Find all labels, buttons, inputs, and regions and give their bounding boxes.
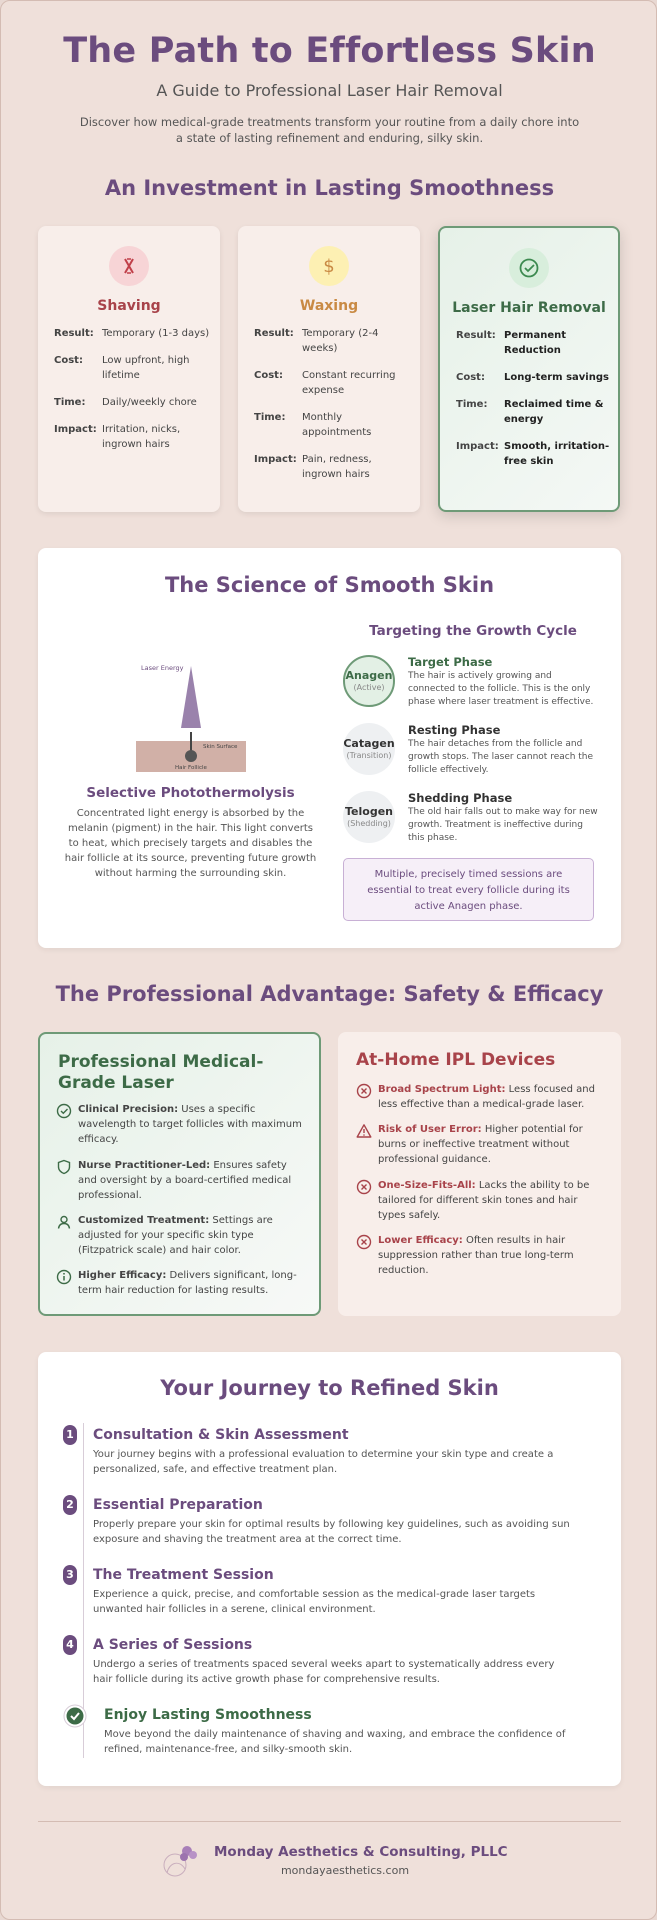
company-website[interactable]: mondayaesthetics.com <box>280 1864 410 1877</box>
user-icon <box>56 1214 72 1230</box>
card-row: Result: Permanent Reduction <box>456 330 567 356</box>
footer-divider <box>38 1821 621 1822</box>
step-desc: Move beyond the daily maintenance of shaving and waxing, and embrace the confidence of refined, maintenance-free, and silky-smooth skin. <box>104 1729 566 1755</box>
warning-icon <box>356 1123 372 1139</box>
card-row: Time: Monthly appointments <box>254 412 372 438</box>
brand-logo <box>157 1839 203 1885</box>
phase-title: Target Phase <box>408 655 493 669</box>
step-title: Enjoy Lasting Smoothness <box>104 1707 312 1723</box>
phase-circle: Anagen (Active) <box>343 655 395 707</box>
intro-text: Discover how medical-grade treatments transform your routine from a daily chore into a state of lasting refinement and enduring, silky skin. <box>79 115 580 145</box>
laser-diagram <box>131 656 251 776</box>
step-desc: Undergo a series of treatments spaced several weeks apart to systematically address every hair follicle during its active growth phase for comprehensive results. <box>93 1659 555 1685</box>
x-circle-icon <box>356 1083 372 1099</box>
step-number: 3 <box>63 1565 77 1585</box>
journey-title: Your Journey to Refined Skin <box>160 1376 499 1400</box>
card-row: Cost: Long-term savings <box>456 372 609 383</box>
dollar-icon <box>309 246 349 286</box>
card-row: Time: Reclaimed time & energy <box>456 399 604 425</box>
pro-item: Nurse Practitioner-Led: Ensures safety and oversight by a board-certified medical professional. <box>56 1158 306 1203</box>
hair-follicle <box>185 750 197 762</box>
home-item: Lower Efficacy: Often results in hair suppression rather than true long-term reduction. <box>356 1233 606 1278</box>
step-desc: Properly prepare your skin for optimal results by following key guidelines, such as avoiding sun exposure and shaving the treatment area at the correct time. <box>93 1519 570 1545</box>
page-subtitle: A Guide to Professional Laser Hair Removal <box>156 81 503 100</box>
laser-energy-label: Laser Energy <box>141 664 184 672</box>
cycle-note: Multiple, precisely timed sessions are essential to treat every follicle during its active Anagen phase. <box>343 858 594 921</box>
photothermolysis-text: Concentrated light energy is absorbed by the melanin (pigment) in the hair. This light converts to heat, which precisely targets and disables the hair follicle at its source, preventing future growth without harming the surrounding skin. <box>64 808 317 879</box>
step-desc: Experience a quick, precise, and comfortable session as the medical-grade laser targets unwanted hair follicles in a serene, clinical environment. <box>93 1589 536 1615</box>
card-row: Impact: Irritation, nicks, ingrown hairs <box>54 424 181 450</box>
shaving-card <box>38 226 220 512</box>
growth-cycle-title: Targeting the Growth Cycle <box>369 623 577 639</box>
pro-card-title: Professional Medical-Grade Laser <box>58 1052 264 1093</box>
card-row: Impact: Smooth, irritation-free skin <box>456 441 610 467</box>
phase-desc: The hair is actively growing and connected to the follicle. This is the only phase where laser treatment is effective. <box>408 671 594 707</box>
photothermolysis-title: Selective Photothermolysis <box>86 785 295 801</box>
step-number: 1 <box>63 1425 77 1445</box>
svg-text:$: $ <box>323 256 335 277</box>
advantage-title: The Professional Advantage: Safety & Efficacy <box>55 982 604 1006</box>
investment-title: An Investment in Lasting Smoothness <box>104 176 555 200</box>
check-circle-icon <box>509 248 549 288</box>
phase-anagen <box>343 655 603 715</box>
header <box>1 31 657 146</box>
phase-circle: Catagen (Transition) <box>343 723 395 775</box>
phase-title: Resting Phase <box>408 723 501 737</box>
hair-follicle-label: Hair Follicle <box>175 765 207 771</box>
laser-card <box>438 226 620 512</box>
company-name: Monday Aesthetics & Consulting, PLLC <box>214 1844 508 1860</box>
step-number: 4 <box>63 1635 77 1655</box>
phase-telogen <box>343 791 603 851</box>
check-circle-icon <box>63 1704 87 1728</box>
card-row: Result: Temporary (2-4 weeks) <box>254 328 379 354</box>
pro-item: Higher Efficacy: Delivers significant, long-term hair reduction for lasting results. <box>56 1268 306 1298</box>
home-card-title: At-Home IPL Devices <box>356 1050 556 1070</box>
razor-icon <box>109 246 149 286</box>
card-row: Cost: Low upfront, high lifetime <box>54 355 190 381</box>
pro-item: Customized Treatment: Settings are adjusted for your specific skin type (Fitzpatrick scale) and hair color. <box>56 1213 306 1258</box>
home-item: Risk of User Error: Higher potential for burns or ineffective treatment without professional guidance. <box>356 1122 606 1167</box>
card-row: Cost: Constant recurring expense <box>254 370 396 396</box>
waxing-card <box>238 226 420 512</box>
step-number: 2 <box>63 1495 77 1515</box>
phase-catagen <box>343 723 603 783</box>
step-desc: Your journey begins with a professional evaluation to determine your skin type and create a personalized, safe, and effective treatment plan. <box>93 1449 554 1475</box>
pro-item: Clinical Precision: Uses a specific wavelength to target follicles with maximum efficacy. <box>56 1102 306 1147</box>
science-title: The Science of Smooth Skin <box>164 573 495 597</box>
home-item: Broad Spectrum Light: Less focused and less effective than a medical-grade laser. <box>356 1082 606 1112</box>
step-title: A Series of Sessions <box>93 1637 253 1653</box>
check-circle-icon <box>56 1103 72 1119</box>
phase-desc: The hair detaches from the follicle and growth stops. The laser cannot reach the follicle effectively. <box>408 739 594 775</box>
shield-icon <box>56 1159 72 1175</box>
step-title: Consultation & Skin Assessment <box>93 1427 349 1443</box>
card-title: Waxing <box>299 298 359 314</box>
phase-circle: Telogen (Shedding) <box>343 791 395 843</box>
card-row: Result: Temporary (1-3 days) <box>54 328 210 339</box>
phase-desc: The old hair falls out to make way for new growth. Treatment is ineffective during this phase. <box>408 807 598 843</box>
phase-title: Shedding Phase <box>408 791 513 805</box>
page-title: The Path to Effortless Skin <box>63 31 596 71</box>
step-title: Essential Preparation <box>93 1497 263 1513</box>
card-row: Impact: Pain, redness, ingrown hairs <box>254 454 372 480</box>
card-title: Laser Hair Removal <box>452 300 606 316</box>
skin-surface-label: Skin Surface <box>203 744 238 750</box>
card-row: Time: Daily/weekly chore <box>54 397 197 408</box>
step-title: The Treatment Session <box>93 1567 274 1583</box>
laser-beam <box>181 666 201 728</box>
x-circle-icon <box>356 1234 372 1250</box>
card-title: Shaving <box>97 298 161 314</box>
home-item: One-Size-Fits-All: Lacks the ability to be tailored for different skin tones and hair types safely. <box>356 1178 606 1223</box>
x-circle-icon <box>356 1179 372 1195</box>
info-icon <box>56 1269 72 1285</box>
